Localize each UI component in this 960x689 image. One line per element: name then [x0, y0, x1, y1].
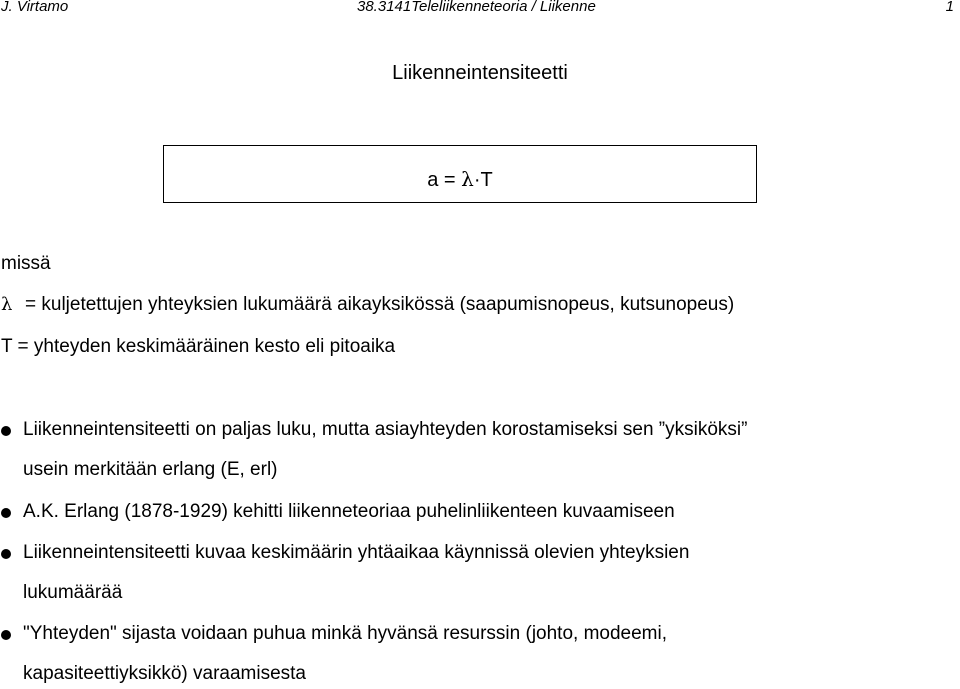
lambda-definition: [1, 294, 734, 316]
lambda-symbol: λ: [1, 294, 13, 315]
formula-right: ·T: [473, 169, 493, 191]
page-header: [0, 0, 960, 18]
t-definition: T = yhteyden keskimääräinen kesto eli pitoaika: [1, 336, 396, 357]
header-course: 38.3141Teleliikenneteoria / Liikenne: [357, 0, 596, 15]
bullet-1-line-2: usein merkitään erlang (E, erl): [23, 459, 278, 480]
bullet-marker: [1, 549, 11, 559]
bullet-4-line-1: "Yhteyden" sijasta voidaan puhua minkä hyvänsä resurssin (johto, modeemi,: [23, 623, 668, 644]
formula-left: a =: [427, 169, 462, 191]
header-page-number: 1: [945, 0, 954, 15]
bullet-marker: [1, 426, 11, 436]
bullet-2-line-1: A.K. Erlang (1878-1929) kehitti liikenneteoriaa puhelinliikenteen kuvaamiseen: [23, 501, 675, 522]
header-author: J. Virtamo: [1, 0, 69, 15]
bullet-4-line-2: kapasiteettiyksikkö) varaamisesta: [23, 663, 306, 684]
bullet-3-line-1: Liikenneintensiteetti kuvaa keskimäärin yhtäaikaa käynnissä olevien yhteyksien: [23, 542, 690, 563]
lambda-definition-text: = kuljetettujen yhteyksien lukumäärä aikayksikössä (saapumisnopeus, kutsunopeus): [25, 294, 735, 315]
page-title: Liikenneintensiteetti: [392, 62, 568, 84]
formula: [164, 167, 756, 192]
bullet-3-line-2: lukumäärää: [23, 582, 123, 603]
bullet-1-line-1: Liikenneintensiteetti on paljas luku, mutta asiayhteyden korostamiseksi sen ”yksiköksi”: [23, 419, 748, 440]
bullet-marker: [1, 508, 11, 518]
formula-box: [163, 145, 757, 203]
bullet-marker: [1, 630, 11, 640]
formula-lambda: λ: [461, 167, 474, 191]
definitions-intro: missä: [1, 253, 51, 274]
